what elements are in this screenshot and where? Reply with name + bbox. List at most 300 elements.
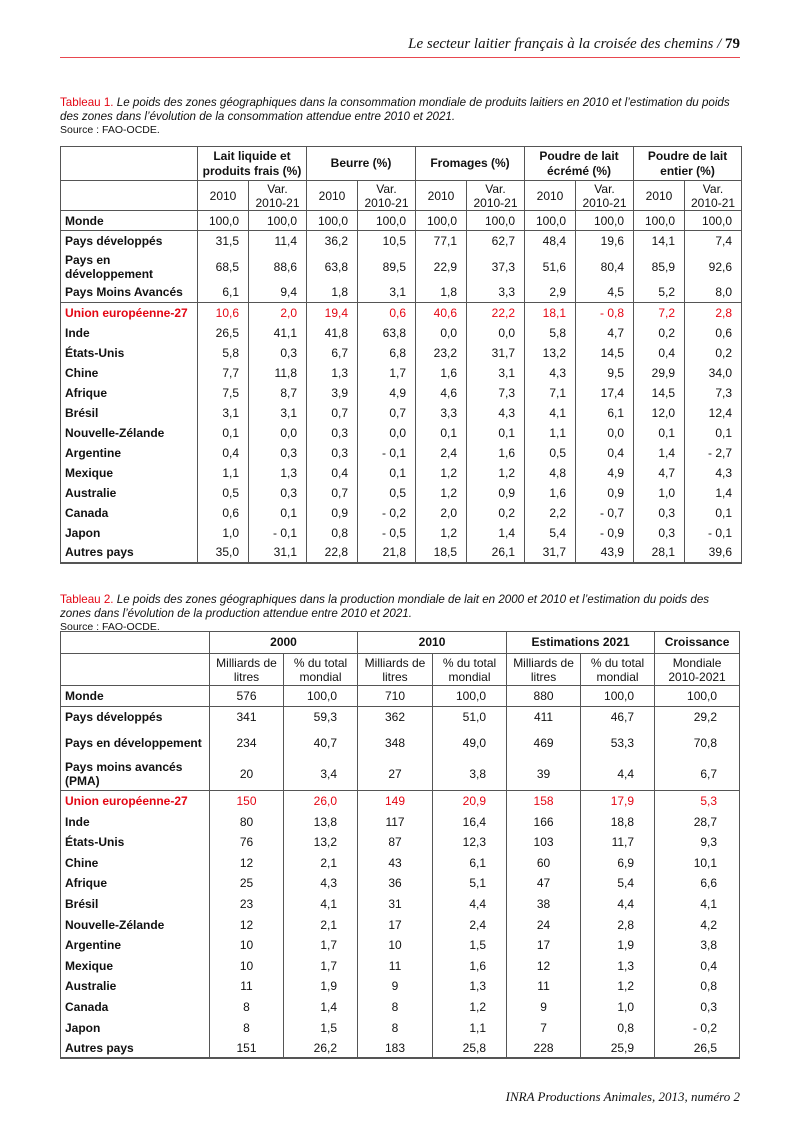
table-cell: 22,8 — [307, 543, 358, 563]
table-cell: - 0,1 — [685, 523, 742, 543]
table-cell: 150 — [210, 791, 284, 812]
table-cell: 26,5 — [198, 323, 249, 343]
table-cell: 7,1 — [525, 383, 576, 403]
table-cell: - 0,8 — [576, 303, 634, 323]
table-cell: 8,7 — [249, 383, 307, 403]
column-group-header: Fromages (%) — [416, 147, 525, 181]
table-row — [61, 543, 742, 563]
table-cell: 4,1 — [525, 403, 576, 423]
table-cell: 20 — [210, 759, 284, 791]
table-cell: 0,4 — [198, 443, 249, 463]
table-cell: 1,2 — [416, 483, 467, 503]
table-cell: 1,8 — [416, 283, 467, 303]
row-label: Pays développés — [61, 231, 198, 251]
header-corner — [61, 654, 210, 686]
table-cell: 17,9 — [581, 791, 655, 812]
table-cell: 5,1 — [433, 873, 507, 894]
table-cell: 4,4 — [433, 894, 507, 915]
table-cell: 11,4 — [249, 231, 307, 251]
row-label: Australie — [61, 976, 210, 997]
table-cell: 710 — [358, 686, 433, 707]
table-cell: 4,1 — [284, 894, 358, 915]
table-cell: 5,4 — [525, 523, 576, 543]
table-cell: 63,8 — [307, 251, 358, 283]
table-cell: 10 — [210, 955, 284, 976]
table-cell: 25,9 — [581, 1038, 655, 1059]
table-cell: 4,9 — [576, 463, 634, 483]
column-group-header: Poudre de lait entier (%) — [634, 147, 742, 181]
table-cell: 31,7 — [467, 343, 525, 363]
table-cell: 22,2 — [467, 303, 525, 323]
column-subheader: Mondiale 2010-2021 — [655, 654, 740, 686]
table-cell: 87 — [358, 832, 433, 853]
row-label: Japon — [61, 1017, 210, 1038]
column-group-header: Croissance — [655, 632, 740, 654]
table-cell: 80 — [210, 811, 284, 832]
table-cell: 1,6 — [467, 443, 525, 463]
table-cell: 576 — [210, 686, 284, 707]
table-cell: 0,7 — [307, 403, 358, 423]
table-cell: 4,4 — [581, 759, 655, 791]
table-cell: 100,0 — [358, 211, 416, 231]
table-cell: 100,0 — [249, 211, 307, 231]
table-cell: 100,0 — [525, 211, 576, 231]
table-row — [61, 503, 742, 523]
table-cell: 10 — [210, 935, 284, 956]
table-cell: 0,0 — [358, 423, 416, 443]
table-cell: 89,5 — [358, 251, 416, 283]
table-cell: 13,8 — [284, 811, 358, 832]
row-label: Pays Moins Avancés — [61, 283, 198, 303]
row-label: Chine — [61, 363, 198, 383]
table-row — [61, 759, 740, 791]
row-label: Pays en développement — [61, 251, 198, 283]
table-cell: 1,4 — [467, 523, 525, 543]
table2-caption-text: Le poids des zones géographiques dans la production mondiale de lait en 2000 et 2010 et l’estimation du poids des zones dans l’évolution de la production attendue entre 2010 et 2021. — [60, 593, 710, 620]
row-label: Monde — [61, 211, 198, 231]
row-label: Nouvelle-Zélande — [61, 914, 210, 935]
table-cell: 0,7 — [358, 403, 416, 423]
table-cell: 76 — [210, 832, 284, 853]
table-cell: 4,9 — [358, 383, 416, 403]
table-cell: 0,4 — [634, 343, 685, 363]
table-row — [61, 1038, 740, 1059]
table-cell: 1,7 — [284, 935, 358, 956]
table-cell: 100,0 — [581, 686, 655, 707]
table-cell: 4,3 — [525, 363, 576, 383]
column-subheader: Var. 2010-21 — [467, 181, 525, 211]
table-cell: 1,2 — [416, 523, 467, 543]
table-cell: - 0,9 — [576, 523, 634, 543]
table-cell: - 0,5 — [358, 523, 416, 543]
table-cell: 1,8 — [307, 283, 358, 303]
table-cell: 1,2 — [467, 463, 525, 483]
table-cell: 77,1 — [416, 231, 467, 251]
table-cell: 0,1 — [685, 503, 742, 523]
table-cell: 28,7 — [655, 811, 740, 832]
table-cell: 1,4 — [685, 483, 742, 503]
table-row — [61, 211, 742, 231]
table-cell: 18,5 — [416, 543, 467, 563]
page-footer: INRA Productions Animales, 2013, numéro 2 — [505, 1089, 740, 1104]
row-label: Chine — [61, 852, 210, 873]
table-cell: 0,1 — [358, 463, 416, 483]
table-cell: 8 — [210, 997, 284, 1018]
table-cell: 6,1 — [433, 852, 507, 873]
table-cell: 100,0 — [284, 686, 358, 707]
row-label: Mexique — [61, 955, 210, 976]
table-cell: 341 — [210, 706, 284, 727]
table-cell: 18,8 — [581, 811, 655, 832]
table-row — [61, 343, 742, 363]
table-cell: 1,9 — [581, 935, 655, 956]
column-subheader: Var. 2010-21 — [685, 181, 742, 211]
column-group-header: Poudre de lait écrémé (%) — [525, 147, 634, 181]
table-cell: 31 — [358, 894, 433, 915]
table-row — [61, 323, 742, 343]
row-label: Australie — [61, 483, 198, 503]
table-cell: 0,6 — [198, 503, 249, 523]
table-cell: 8 — [210, 1017, 284, 1038]
table-cell: 29,2 — [655, 706, 740, 727]
table-cell: 9 — [507, 997, 581, 1018]
table-cell: 228 — [507, 1038, 581, 1059]
table-cell: 1,0 — [634, 483, 685, 503]
row-label: Inde — [61, 811, 210, 832]
table-cell: 25 — [210, 873, 284, 894]
table-cell: 0,4 — [307, 463, 358, 483]
table-cell: 0,2 — [634, 323, 685, 343]
table-cell: 7,3 — [685, 383, 742, 403]
table-cell: 0,2 — [467, 503, 525, 523]
table-cell: 31,1 — [249, 543, 307, 563]
table-cell: 2,8 — [581, 914, 655, 935]
table-cell: 100,0 — [655, 686, 740, 707]
table-cell: 3,4 — [284, 759, 358, 791]
table-cell: 4,1 — [655, 894, 740, 915]
row-label: Brésil — [61, 403, 198, 423]
table-cell: 4,3 — [685, 463, 742, 483]
table-cell: 8 — [358, 1017, 433, 1038]
table-cell: 880 — [507, 686, 581, 707]
subheader-row — [61, 654, 740, 686]
table-cell: 0,4 — [655, 955, 740, 976]
table-cell: 59,3 — [284, 706, 358, 727]
table-cell: 234 — [210, 727, 284, 759]
table-cell: 3,1 — [198, 403, 249, 423]
table-cell: - 0,2 — [655, 1017, 740, 1038]
table-cell: 6,1 — [198, 283, 249, 303]
table-row — [61, 1017, 740, 1038]
table-row — [61, 997, 740, 1018]
table-cell: 1,3 — [433, 976, 507, 997]
table-cell: 1,6 — [433, 955, 507, 976]
table-cell: 13,2 — [525, 343, 576, 363]
table-cell: 117 — [358, 811, 433, 832]
table-cell: 0,3 — [307, 443, 358, 463]
column-group-header: 2010 — [358, 632, 507, 654]
table-cell: 12,4 — [685, 403, 742, 423]
table-cell: 35,0 — [198, 543, 249, 563]
column-subheader: % du total mondial — [433, 654, 507, 686]
table-cell: 22,9 — [416, 251, 467, 283]
table-row — [61, 852, 740, 873]
table-cell: 0,1 — [198, 423, 249, 443]
table-row — [61, 935, 740, 956]
table-cell: 14,5 — [576, 343, 634, 363]
table-cell: 13,2 — [284, 832, 358, 853]
table-cell: - 0,1 — [358, 443, 416, 463]
row-label: Monde — [61, 686, 210, 707]
table-cell: 1,7 — [284, 955, 358, 976]
table-cell: 0,9 — [576, 483, 634, 503]
table-cell: 100,0 — [467, 211, 525, 231]
table-cell: 10 — [358, 935, 433, 956]
column-subheader: Var. 2010-21 — [358, 181, 416, 211]
table-row — [61, 523, 742, 543]
table-cell: 0,3 — [307, 423, 358, 443]
column-subheader: 2010 — [416, 181, 467, 211]
column-group-header: Estimations 2021 — [507, 632, 655, 654]
table-cell: 85,9 — [634, 251, 685, 283]
subheader-row — [61, 181, 742, 211]
table-row — [61, 463, 742, 483]
table-cell: 10,6 — [198, 303, 249, 323]
table-cell: 9,5 — [576, 363, 634, 383]
table-cell: 1,1 — [198, 463, 249, 483]
table-cell: 0,3 — [655, 997, 740, 1018]
column-subheader: Milliards de litres — [358, 654, 433, 686]
table-cell: 36 — [358, 873, 433, 894]
table-cell: 1,7 — [358, 363, 416, 383]
row-label: Argentine — [61, 935, 210, 956]
table-cell: 19,4 — [307, 303, 358, 323]
table-cell: 51,6 — [525, 251, 576, 283]
table-row — [61, 363, 742, 383]
table-cell: 37,3 — [467, 251, 525, 283]
table-cell: 31,7 — [525, 543, 576, 563]
table-cell: 29,9 — [634, 363, 685, 383]
table-cell: 62,7 — [467, 231, 525, 251]
table-cell: 51,0 — [433, 706, 507, 727]
table-cell: 1,3 — [249, 463, 307, 483]
table-cell: 1,1 — [433, 1017, 507, 1038]
table1-caption-text: Le poids des zones géographiques dans la consommation mondiale de produits laitiers en 2010 et l’estimation du poids des zones dans l’évolution de la consommation attendue entre 2010 et 2021. — [60, 96, 730, 123]
table-cell: 0,3 — [249, 343, 307, 363]
row-label: Nouvelle-Zélande — [61, 423, 198, 443]
table-cell: 4,3 — [467, 403, 525, 423]
running-head — [408, 36, 740, 53]
table-cell: 103 — [507, 832, 581, 853]
table-cell: 0,1 — [249, 503, 307, 523]
table-cell: 12 — [210, 914, 284, 935]
table-row — [61, 873, 740, 894]
table-row — [61, 283, 742, 303]
row-label: Inde — [61, 323, 198, 343]
table-cell: 100,0 — [433, 686, 507, 707]
table-cell: 8,0 — [685, 283, 742, 303]
table-cell: 11,8 — [249, 363, 307, 383]
table-cell: 25,8 — [433, 1038, 507, 1059]
table-cell: 36,2 — [307, 231, 358, 251]
table-cell: 34,0 — [685, 363, 742, 383]
table-cell: 0,3 — [249, 483, 307, 503]
table-cell: 7,2 — [634, 303, 685, 323]
table-cell: 3,3 — [467, 283, 525, 303]
column-subheader: 2010 — [198, 181, 249, 211]
table-cell: 40,7 — [284, 727, 358, 759]
column-group-header: 2000 — [210, 632, 358, 654]
header-rule — [60, 57, 740, 58]
table-cell: 0,6 — [358, 303, 416, 323]
table-cell: 0,3 — [634, 503, 685, 523]
table-cell: 0,7 — [307, 483, 358, 503]
table2-source: Source : FAO-OCDE. — [60, 621, 160, 633]
table-cell: 348 — [358, 727, 433, 759]
table-cell: 17,4 — [576, 383, 634, 403]
table-row — [61, 706, 740, 727]
table-cell: 3,1 — [249, 403, 307, 423]
table-cell: 0,8 — [581, 1017, 655, 1038]
row-label: Pays en développement — [61, 727, 210, 759]
row-label: Mexique — [61, 463, 198, 483]
table-cell: 1,5 — [284, 1017, 358, 1038]
table-row — [61, 832, 740, 853]
table-cell: 1,0 — [198, 523, 249, 543]
table-cell: 12,3 — [433, 832, 507, 853]
table-cell: 70,8 — [655, 727, 740, 759]
table-cell: - 2,7 — [685, 443, 742, 463]
table-cell: 1,4 — [634, 443, 685, 463]
table-cell: 47 — [507, 873, 581, 894]
table-cell: 4,2 — [655, 914, 740, 935]
column-group-header: Lait liquide et produits frais (%) — [198, 147, 307, 181]
row-label: Japon — [61, 523, 198, 543]
row-label: Autres pays — [61, 543, 198, 563]
table-cell: 63,8 — [358, 323, 416, 343]
table-cell: 0,5 — [358, 483, 416, 503]
table-cell: 100,0 — [576, 211, 634, 231]
table-cell: 2,8 — [685, 303, 742, 323]
table-cell: 23,2 — [416, 343, 467, 363]
table-cell: 0,1 — [634, 423, 685, 443]
table-cell: 9,4 — [249, 283, 307, 303]
column-subheader: Var. 2010-21 — [249, 181, 307, 211]
table-cell: 3,9 — [307, 383, 358, 403]
table-cell: 100,0 — [634, 211, 685, 231]
table-cell: 11,7 — [581, 832, 655, 853]
table-cell: - 0,2 — [358, 503, 416, 523]
table-row — [61, 251, 742, 283]
table-cell: 10,5 — [358, 231, 416, 251]
table-cell: 0,3 — [634, 523, 685, 543]
table-cell: 158 — [507, 791, 581, 812]
table-cell: 11 — [210, 976, 284, 997]
table-cell: 2,1 — [284, 852, 358, 873]
table-cell: 7,3 — [467, 383, 525, 403]
table-cell: 3,3 — [416, 403, 467, 423]
running-head-title: Le secteur laitier français à la croisée des chemins / — [408, 36, 722, 52]
table-cell: 11 — [507, 976, 581, 997]
table-cell: 1,2 — [416, 463, 467, 483]
header-corner — [61, 632, 210, 654]
table-cell: 1,3 — [307, 363, 358, 383]
table-cell: 41,8 — [307, 323, 358, 343]
table-cell: 17 — [507, 935, 581, 956]
table-cell: 19,6 — [576, 231, 634, 251]
table-cell: 2,9 — [525, 283, 576, 303]
table-cell: 1,5 — [433, 935, 507, 956]
table-cell: 12 — [210, 852, 284, 873]
table-cell: 27 — [358, 759, 433, 791]
table-row — [61, 894, 740, 915]
table-cell: 8 — [358, 997, 433, 1018]
table-cell: 1,6 — [416, 363, 467, 383]
table-cell: 4,6 — [416, 383, 467, 403]
table-cell: 60 — [507, 852, 581, 873]
table-cell: 49,0 — [433, 727, 507, 759]
column-subheader: % du total mondial — [581, 654, 655, 686]
table-row — [61, 727, 740, 759]
table-cell: 92,6 — [685, 251, 742, 283]
table-cell: 0,1 — [467, 423, 525, 443]
table-cell: 3,8 — [433, 759, 507, 791]
table-cell: 3,1 — [358, 283, 416, 303]
row-label: Autres pays — [61, 1038, 210, 1059]
table-cell: 9,3 — [655, 832, 740, 853]
table-cell: 68,5 — [198, 251, 249, 283]
table-cell: 6,7 — [307, 343, 358, 363]
table-cell: 1,2 — [581, 976, 655, 997]
table-cell: 3,1 — [467, 363, 525, 383]
table-row — [61, 443, 742, 463]
table-cell: - 0,7 — [576, 503, 634, 523]
table-cell: 1,6 — [525, 483, 576, 503]
table-row — [61, 976, 740, 997]
table-row — [61, 483, 742, 503]
table-cell: 7,4 — [685, 231, 742, 251]
table-cell: 9 — [358, 976, 433, 997]
table-cell: 100,0 — [198, 211, 249, 231]
table-cell: 1,1 — [525, 423, 576, 443]
table-row — [61, 914, 740, 935]
table2 — [60, 631, 740, 1059]
table-cell: 0,9 — [467, 483, 525, 503]
table-cell: 149 — [358, 791, 433, 812]
table-row — [61, 303, 742, 323]
table-cell: 38 — [507, 894, 581, 915]
table-cell: 5,4 — [581, 873, 655, 894]
table2-label: Tableau 2. — [60, 593, 114, 606]
table-cell: 1,2 — [433, 997, 507, 1018]
table-cell: 4,4 — [581, 894, 655, 915]
table-cell: 14,1 — [634, 231, 685, 251]
table-cell: 1,4 — [284, 997, 358, 1018]
table-cell: 0,1 — [416, 423, 467, 443]
table-cell: 469 — [507, 727, 581, 759]
table-cell: 5,2 — [634, 283, 685, 303]
row-label: Afrique — [61, 873, 210, 894]
table-cell: 26,2 — [284, 1038, 358, 1059]
table1-label: Tableau 1. — [60, 96, 114, 109]
table-cell: 5,8 — [525, 323, 576, 343]
table-cell: 2,4 — [433, 914, 507, 935]
table1-source: Source : FAO-OCDE. — [60, 124, 160, 136]
table2-caption — [60, 593, 742, 621]
table-row — [61, 791, 740, 812]
header-row — [61, 632, 740, 654]
table-cell: 40,6 — [416, 303, 467, 323]
